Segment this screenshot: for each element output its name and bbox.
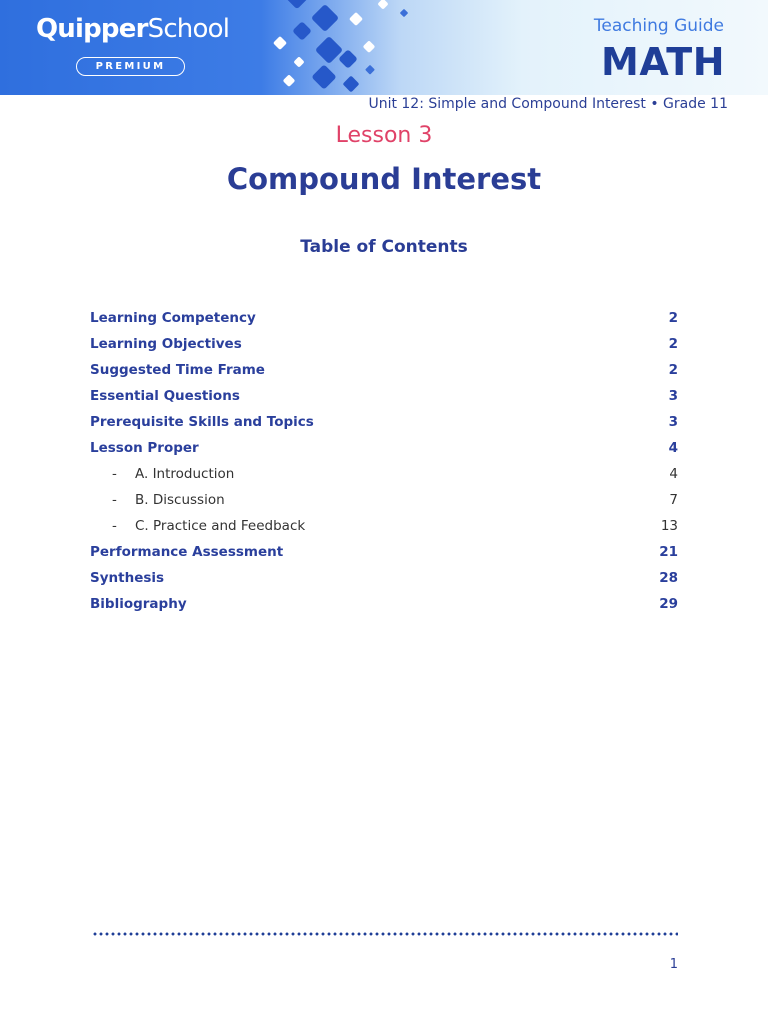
toc-entry[interactable] bbox=[90, 305, 678, 331]
header-banner bbox=[0, 0, 768, 95]
toc-entry-left bbox=[90, 492, 225, 508]
toc-entry-left bbox=[90, 518, 305, 534]
toc-entry-left bbox=[90, 310, 256, 326]
toc-entry-label: C. Practice and Feedback bbox=[135, 518, 306, 534]
toc-entry-label: A. Introduction bbox=[135, 466, 235, 482]
decorative-squares-icon bbox=[255, 0, 415, 95]
toc-entry-label: Performance Assessment bbox=[90, 544, 284, 560]
toc-entry[interactable] bbox=[90, 565, 678, 591]
toc-entry-left bbox=[90, 336, 242, 352]
toc-entry-page: 2 bbox=[668, 310, 678, 326]
toc-entry[interactable] bbox=[90, 357, 678, 383]
toc-entry-left bbox=[90, 362, 265, 378]
toc-entry-page: 2 bbox=[668, 336, 678, 352]
toc-entry-page: 21 bbox=[659, 544, 678, 560]
unit-subtitle: Unit 12: Simple and Compound Interest • Grade 11 bbox=[368, 96, 728, 112]
toc-entry-page: 3 bbox=[668, 388, 678, 404]
toc-entry[interactable] bbox=[90, 383, 678, 409]
toc-entry-label: Learning Objectives bbox=[90, 336, 242, 352]
page-number: 1 bbox=[669, 957, 678, 972]
toc-entry-page: 7 bbox=[669, 492, 678, 508]
toc-entry-label: B. Discussion bbox=[135, 492, 225, 508]
premium-badge: PREMIUM bbox=[76, 57, 185, 76]
toc-entry-left bbox=[90, 570, 164, 586]
toc-entry-page: 4 bbox=[668, 440, 678, 456]
toc-entry-left bbox=[90, 596, 187, 612]
dotted-divider bbox=[92, 932, 678, 936]
bullet-dash-icon: - bbox=[112, 466, 117, 482]
toc-entry-label: Lesson Proper bbox=[90, 440, 199, 456]
toc-entry-label: Synthesis bbox=[90, 570, 165, 586]
subject-title: MATH bbox=[601, 40, 725, 84]
toc-entry-label: Prerequisite Skills and Topics bbox=[90, 414, 314, 430]
toc-entry-left bbox=[90, 414, 314, 430]
toc-entry-page: 13 bbox=[660, 518, 678, 534]
brand-bold-text: Quipper bbox=[36, 14, 148, 44]
toc-entry-label: Suggested Time Frame bbox=[90, 362, 265, 378]
toc-entry[interactable] bbox=[90, 331, 678, 357]
quipper-school-logo bbox=[36, 14, 229, 44]
lesson-number: Lesson 3 bbox=[335, 123, 433, 148]
toc-entry[interactable] bbox=[90, 461, 678, 487]
toc-entry-left bbox=[90, 466, 234, 482]
toc-entry[interactable] bbox=[90, 487, 678, 513]
toc-entry-page: 3 bbox=[668, 414, 678, 430]
toc-entry-label: Bibliography bbox=[90, 596, 187, 612]
lesson-title: Compound Interest bbox=[226, 162, 542, 196]
toc-entry-page: 28 bbox=[659, 570, 678, 586]
toc-entry[interactable] bbox=[90, 435, 678, 461]
toc-entry[interactable] bbox=[90, 409, 678, 435]
toc-entry-page: 4 bbox=[669, 466, 678, 482]
table-of-contents bbox=[90, 305, 678, 617]
toc-entry[interactable] bbox=[90, 539, 678, 565]
toc-entry-left bbox=[90, 440, 199, 456]
teaching-guide-label: Teaching Guide bbox=[593, 16, 724, 36]
toc-entry-label: Essential Questions bbox=[90, 388, 240, 404]
bullet-dash-icon: - bbox=[112, 492, 117, 508]
toc-heading: Table of Contents bbox=[300, 237, 468, 257]
toc-entry-left bbox=[90, 388, 240, 404]
toc-entry[interactable] bbox=[90, 591, 678, 617]
toc-entry[interactable] bbox=[90, 513, 678, 539]
toc-entry-page: 2 bbox=[668, 362, 678, 378]
brand-light-text: School bbox=[147, 14, 230, 44]
bullet-dash-icon: - bbox=[112, 518, 117, 534]
toc-entry-label: Learning Competency bbox=[90, 310, 256, 326]
toc-entry-page: 29 bbox=[659, 596, 678, 612]
toc-entry-left bbox=[90, 544, 283, 560]
